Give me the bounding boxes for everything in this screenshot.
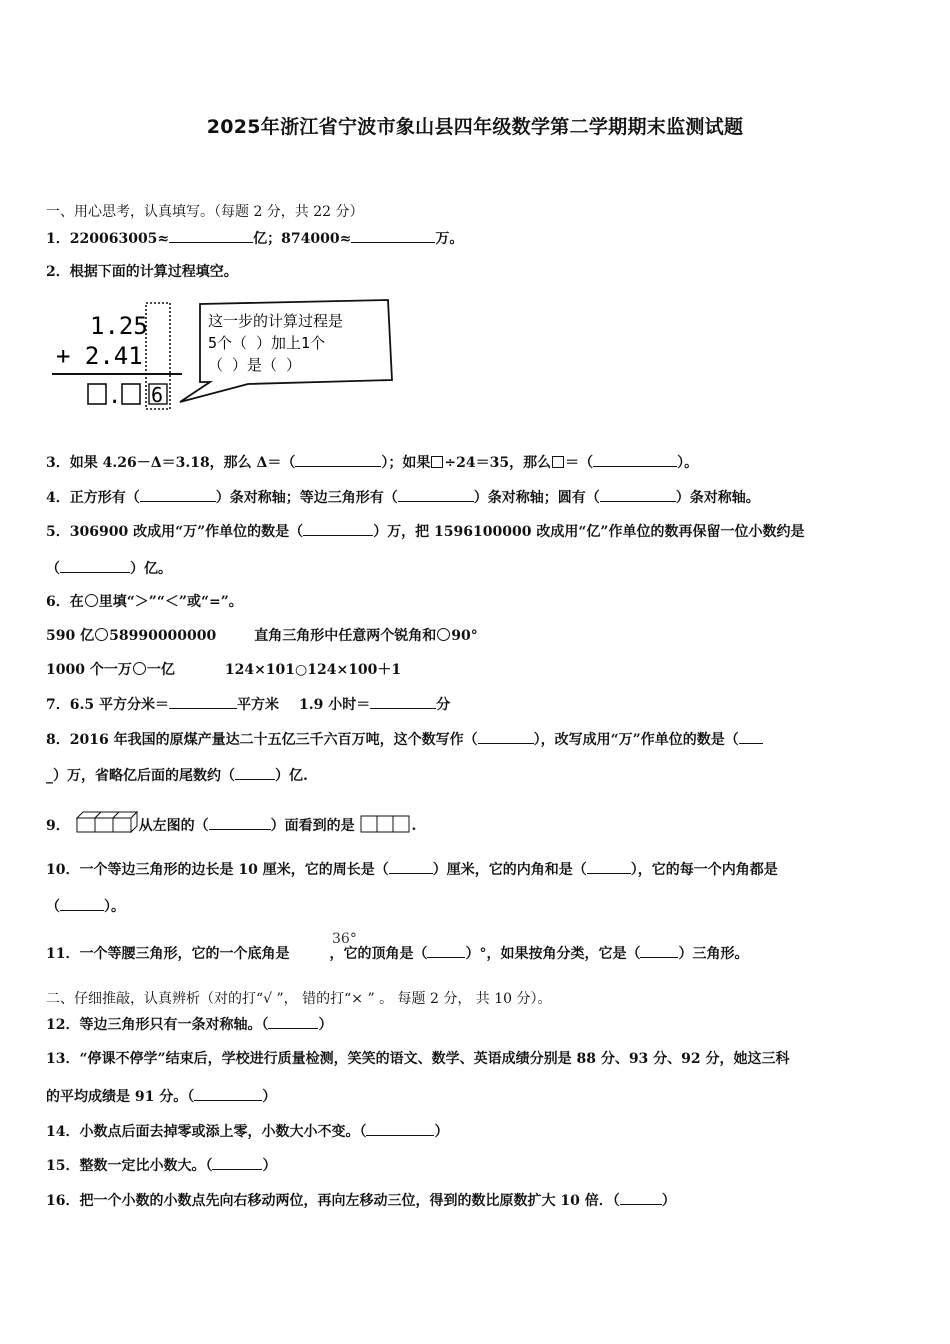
question-11: 11．一个等腰三角形，它的一个底角是 ，它的顶角是（ ）°，如果按角分类，它是（ ）三角形。 [46, 943, 748, 964]
answer-blank[interactable] [587, 859, 631, 874]
bubble-line-2: 5个（ ）加上1个 [208, 334, 326, 352]
question-13: 13．“停课不停学”结束后，学校进行质量检测，笑笑的语文、数学、英语成绩分别是 88 分、93 分、92 分，她这三科 [46, 1051, 790, 1067]
answer-blank[interactable] [370, 694, 436, 709]
answer-blank[interactable] [739, 729, 763, 744]
question-6-row-1: 590 亿 58990000000 直角三角形中任意两个锐角和 90° [46, 628, 478, 644]
bubble-line-3: （ ）是（ ） [208, 356, 302, 374]
circle-symbol [85, 594, 98, 607]
answer-blank[interactable] [366, 1121, 434, 1136]
answer-blank[interactable] [640, 943, 678, 958]
answer-blank[interactable] [209, 815, 271, 830]
question-2: 2．根据下面的计算过程填空。 [46, 264, 238, 280]
question-12: 12．等边三角形只有一条对称轴。（ ） [46, 1014, 332, 1035]
answer-blank[interactable] [194, 1086, 262, 1101]
question-16: 16．把一个小数的小数点先向右移动两位，再向左移动三位，得到的数比原数扩大 10 倍．（ ） [46, 1190, 676, 1211]
answer-blank[interactable] [60, 558, 130, 573]
cube-stack-figure [75, 810, 139, 834]
answer-blank[interactable] [620, 1190, 662, 1205]
answer-blank[interactable] [60, 896, 104, 911]
compare-circle[interactable] [437, 628, 450, 641]
answer-blank[interactable] [398, 487, 474, 502]
answer-blank[interactable] [169, 694, 237, 709]
square-symbol [552, 456, 564, 468]
question-5-cont: （ ）亿。 [46, 558, 172, 579]
compare-circle[interactable] [133, 662, 146, 675]
answer-blank[interactable] [600, 487, 676, 502]
answer-blank[interactable] [427, 943, 465, 958]
answer-blank[interactable] [295, 452, 381, 467]
page-title: 2025年浙江省宁波市象山县四年级数学第二学期期末监测试题 [206, 116, 744, 138]
question-10: 10．一个等边三角形的边长是 10 厘米，它的周长是（ ）厘米，它的内角和是（ ），它的每一个内角都是 [46, 859, 778, 880]
question-5: 5．306900 改成用“万”作单位的数是（ ）万，把 1596100000 改成用“亿”作单位的数再保留一位小数约是 [46, 521, 804, 542]
question-15: 15．整数一定比小数大。（ ） [46, 1155, 276, 1176]
question-10-cont: （ ）。 [46, 896, 125, 917]
answer-blank[interactable] [212, 1155, 262, 1170]
question-13-cont: 的平均成绩是 91 分。（ ） [46, 1086, 276, 1107]
answer-blank[interactable] [268, 1014, 318, 1029]
answer-blank[interactable] [478, 729, 534, 744]
addend-2: + 2.41 [56, 342, 143, 370]
question-6-row-2: 1000 个一万 一亿 124×101○124×100＋1 [46, 662, 402, 678]
empty-digit-box[interactable] [122, 384, 140, 404]
square-symbol [431, 456, 443, 468]
addend-1: 1.25 [90, 312, 148, 340]
answer-blank[interactable] [389, 859, 433, 874]
answer-blank[interactable] [169, 228, 253, 243]
answer-blank[interactable] [140, 487, 216, 502]
section-1-heading: 一、用心思考，认真填写。（每题 2 分，共 22 分） [46, 204, 364, 220]
empty-digit-box[interactable] [88, 384, 106, 404]
answer-blank[interactable] [351, 228, 435, 243]
compare-circle[interactable] [95, 628, 108, 641]
question-14: 14．小数点后面去掉零或添上零，小数大小不变。（ ） [46, 1121, 448, 1142]
question-1: 1．220063005≈ 亿；874000≈ 万。 [46, 228, 463, 249]
bubble-line-1: 这一步的计算过程是 [208, 312, 344, 330]
result-digit: 6 [151, 383, 164, 407]
question-8: 8．2016 年我国的原煤产量达二十五亿三千六百万吨，这个数写作（ ），改写成用“万”作单位的数是（ [46, 729, 763, 750]
question-8-cont: _）万，省略亿后面的尾数约（ ）亿. [46, 765, 308, 786]
answer-blank[interactable] [593, 452, 677, 467]
view-squares-figure [360, 814, 412, 834]
svg-text:.: . [108, 384, 122, 409]
question-6: 6．在 里填“＞”“＜”或“=”。 [46, 594, 243, 610]
question-4: 4．正方形有（ ）条对称轴；等边三角形有（ ）条对称轴；圆有（ ）条对称轴。 [46, 487, 760, 508]
question-3: 3．如果 4.26－Δ＝3.18，那么 Δ＝（ ）；如果 ÷24＝35，那么 ＝（ ）。 [46, 452, 698, 473]
addition-figure [50, 298, 410, 418]
question-7: 7．6.5 平方分米＝ 平方米 1.9 小时＝ 分 [46, 694, 450, 715]
section-2-heading: 二、仔细推敲，认真辨析（对的打“√ ”， 错的打“× ” 。 每题 2 分， 共 10 分）。 [46, 991, 552, 1007]
question-9: 9． 从左图的（ ）面看到的是 . [46, 810, 416, 836]
angle-36-degrees: 36° [332, 931, 357, 947]
answer-blank[interactable] [303, 521, 373, 536]
answer-blank[interactable] [235, 765, 275, 780]
